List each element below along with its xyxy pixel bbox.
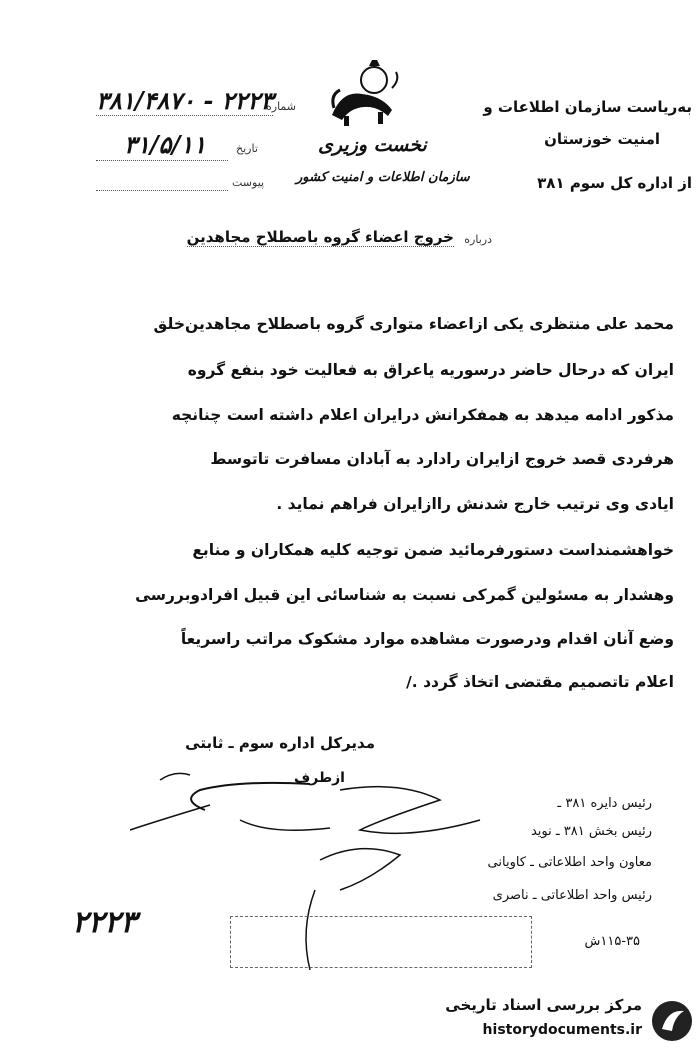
body-line: هرفردی قصد خروج ازایران رادارد به آبادان مسافرت تاتوسط (210, 450, 674, 468)
body-line: محمد علی منتظری یکی ازاعضاء متواری گروه باصطلاح مجاهدین‌خلق (153, 315, 674, 333)
body-line: ایران که درحال حاضر درسوریه یاعراق به فعالیت خود بنفع گروه (187, 361, 674, 379)
handwritten-number: ۲۲۲۳ (72, 905, 137, 940)
emblem-organization: سازمان اطلاعات و امنیت کشور (296, 170, 470, 185)
number-value: ۳۸۱/۴۸۷۰ - ۲۲۲۳ (96, 86, 274, 115)
signature-title: مدیرکل اداره سوم ـ ثابتی (185, 734, 375, 752)
lion-and-sun-emblem-icon (322, 60, 404, 130)
emblem-motto: نخست وزیری (318, 134, 427, 156)
watermark-title: مرکز بررسی اسناد تاریخی (445, 996, 642, 1014)
distribution-item: معاون واحد اطلاعاتی ـ کاویانی (487, 855, 652, 870)
distribution-item: رئیس دایره ۳۸۱ ـ (557, 796, 652, 811)
initials-box (230, 916, 532, 968)
attachment-underline (96, 190, 228, 191)
attachment-label: پیوست (232, 176, 265, 189)
distribution-item: رئیس بخش ۳۸۱ ـ نوید (530, 824, 652, 839)
date-value: ۳۱/۵/۱۱ (124, 130, 206, 159)
recipient-line-2: امنیت خوزستان (544, 130, 660, 148)
from-line: از اداره کل سوم ۳۸۱ (537, 174, 692, 192)
body-line: وضع آنان اقدام ودرصورت مشاهده موارد مشکوک مراتب راسریعاً (180, 630, 674, 648)
body-line: وهشدار به مسئولین گمرکی نسبت به شناسائی این قبیل افرادوبررسی (135, 586, 674, 604)
distribution-item: رئیس واحد اطلاعاتی ـ ناصری (492, 888, 652, 903)
body-line: ایادی وی ترتیب خارج شدنش راازایران فراهم نماید . (276, 495, 674, 513)
archive-logo-icon (650, 999, 694, 1043)
subject-text: خروج اعضاء گروه باصطلاح مجاهدین (186, 228, 454, 246)
body-line: مذکور ادامه میدهد به همفکرانش درایران اعلام داشته است چنانچه (171, 406, 674, 424)
recipient-line-1: به‌ریاست سازمان اطلاعات و (483, 98, 692, 116)
date-label: تاریخ (236, 142, 258, 155)
on-behalf-label: ازطرف (293, 770, 345, 786)
watermark-url: historydocuments.ir (482, 1022, 642, 1038)
subject-label: درباره (464, 233, 492, 246)
bottom-code: ۱۱۵-۳۵ش (584, 934, 640, 949)
date-underline (96, 160, 228, 161)
body-line: اعلام تاتصمیم مقتضی اتخاذ گردد ./ (406, 673, 674, 691)
number-label: شماره (266, 100, 297, 113)
body-line: خواهشمنداست دستورفرمائید ضمن توجیه کلیه همکاران و منابع (192, 541, 674, 559)
